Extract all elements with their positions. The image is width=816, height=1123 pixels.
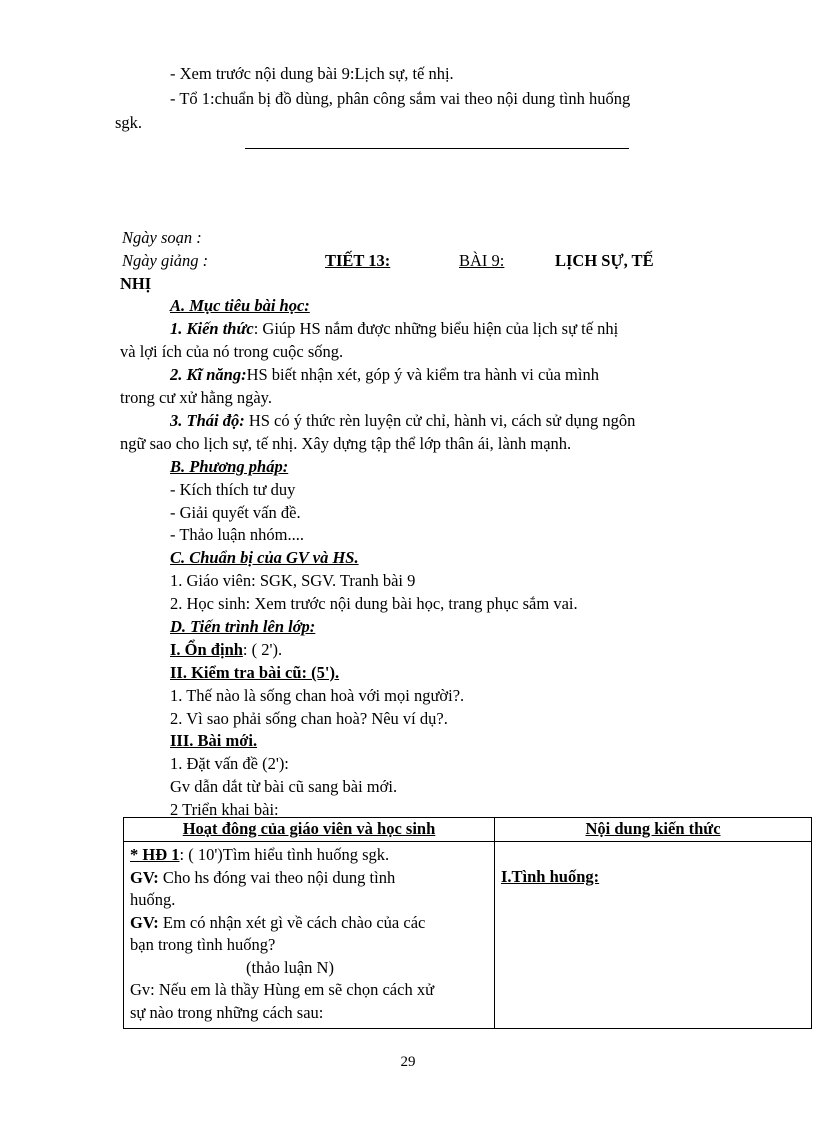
situation-heading: I.Tình huống: [501, 867, 600, 886]
gv3-line: Gv: Nếu em là thầy Hùng em sẽ chọn cách xử [130, 980, 435, 999]
step-stabilize [170, 639, 282, 661]
review-question: 2. Vì sao phải sống chan hoà? Nêu ví dụ?. [170, 709, 448, 728]
prep-item: 1. Giáo viên: SGK, SGV. Tranh bài 9 [170, 571, 416, 590]
prev-line-2: - Tổ 1:chuẩn bị đồ dùng, phân công sắm vai theo nội dung tình huống [170, 89, 631, 108]
method-item: - Thảo luận nhóm.... [170, 525, 304, 544]
activities-cell [124, 842, 495, 1029]
review-heading: II. Kiểm tra bài cũ: (5'). [170, 663, 340, 682]
gv1-cont: huống. [130, 890, 176, 909]
section-b-heading: B. Phương pháp: [170, 457, 289, 476]
bai-label: BÀI 9: [459, 251, 505, 270]
review-question: 1. Thế nào là sống chan hoà với mọi người?. [170, 686, 465, 705]
new-lesson-heading: III. Bài mới. [170, 731, 258, 750]
knowledge-label: 1. Kiến thức [170, 319, 254, 338]
objective-attitude [170, 410, 635, 432]
section-d-heading: D. Tiến trình lên lớp: [170, 617, 316, 636]
gv1-text: Cho hs đóng vai theo nội dung tình [158, 867, 396, 887]
new-lesson-step: Gv dẫn dắt từ bài cũ sang bài mới. [170, 777, 398, 796]
stabilize-label: I. Ổn định [170, 640, 243, 659]
table-row [124, 842, 812, 1029]
skill-label: 2. Kĩ năng: [170, 365, 247, 384]
tiet-label: TIẾT 13: [325, 251, 391, 270]
method-item: - Kích thích tư duy [170, 480, 296, 499]
attitude-label: 3. Thái độ: [170, 411, 245, 430]
prev-line-1: - Xem trước nội dung bài 9:Lịch sự, tế nhị. [170, 64, 454, 83]
section-c-heading: C. Chuẩn bị của GV và HS. [170, 548, 359, 567]
hd1-label: * HĐ 1 [130, 845, 180, 864]
knowledge-text: : Giúp HS nắm được những biểu hiện của lịch sự tế nhị [253, 319, 619, 338]
page-number: 29 [400, 1054, 416, 1070]
knowledge-cont: và lợi ích của nó trong cuộc sống. [120, 342, 344, 361]
gv3-cont: sự nào trong những cách sau: [130, 1002, 324, 1022]
col-activities-header: Hoạt đông của giáo viên và học sinh [124, 818, 495, 842]
discussion-note: (thảo luận N) [246, 957, 334, 977]
table-header-row [124, 818, 812, 842]
prep-item: 2. Học sinh: Xem trước nội dung bài học, trang phục sắm vai. [170, 594, 578, 613]
gv1-line [130, 867, 490, 890]
ngay-giang-label: Ngày giảng : [122, 251, 209, 270]
ngay-soan-label: Ngày soạn : [122, 228, 202, 247]
col-content-header: Nội dung kiến thức [495, 818, 812, 842]
hd1-text: : ( 10')Tìm hiểu tình huống sgk. [179, 845, 390, 864]
content-cell [495, 842, 812, 1029]
gv2-line [130, 912, 490, 935]
attitude-text: HS có ý thức rèn luyện cử chỉ, hành vi, cách sử dụng ngôn [244, 411, 636, 430]
skill-cont: trong cư xử hằng ngày. [120, 388, 272, 407]
gv2-label: GV: [130, 912, 159, 932]
objective-knowledge [170, 318, 618, 340]
section-a-heading: A. Mục tiêu bài học: [170, 296, 310, 315]
skill-text: HS biết nhận xét, góp ý và kiểm tra hành vi của mình [246, 365, 599, 384]
hd1-line [130, 844, 490, 867]
section-divider [245, 148, 629, 149]
method-item: - Giải quyết vấn đề. [170, 503, 301, 522]
gv2-cont: bạn trong tình huống? [130, 935, 276, 954]
attitude-cont: ngữ sao cho lịch sự, tế nhị. Xây dựng tập thể lớp thân ái, lành mạnh. [120, 434, 572, 453]
lesson-title: LỊCH SỰ, TẾ [555, 251, 654, 270]
activity-table [123, 817, 812, 1029]
new-lesson-step: 1. Đặt vấn đề (2'): [170, 754, 289, 773]
lesson-title-cont: NHỊ [120, 274, 152, 293]
stabilize-text: : ( 2'). [242, 640, 283, 659]
gv2-text: Em có nhận xét gì về cách chào của các [158, 912, 426, 932]
new-lesson-step: 2 Triển khai bài: [170, 800, 279, 819]
prev-line-3: sgk. [115, 113, 143, 132]
objective-skill [170, 364, 599, 386]
gv1-label: GV: [130, 867, 159, 887]
